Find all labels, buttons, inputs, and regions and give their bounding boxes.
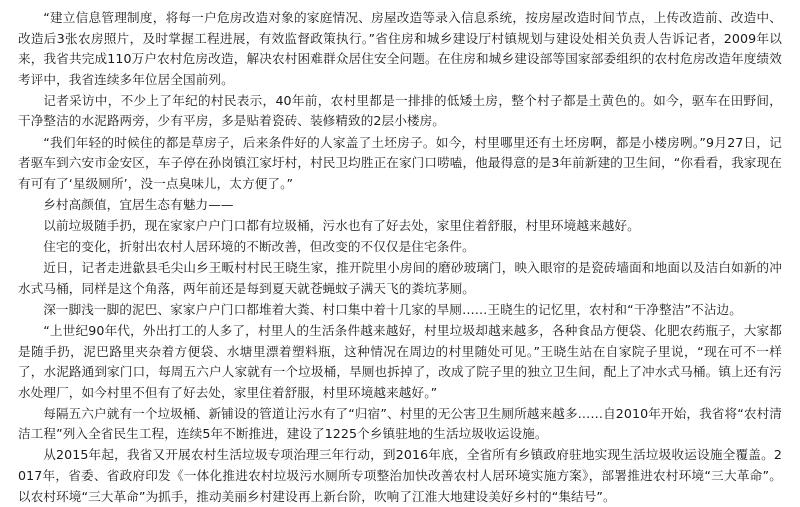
paragraph: “上世纪90年代，外出打工的人多了，村里人的生活条件越来越好，村里垃圾却越来越多，各种食品方便袋、化肥农药瓶子，大家都是随手扔，泥巴路里夹杂着方便袋、水塘里漂着塑料瓶，这种情况在周边的村里随处可见。”王晓生站在自家院子里说，“现在可不一样了，水泥路通到家门口，每周五六户人家就有一个垃圾桶，旱厕也拆掉了，改成了院子里的独立卫生间，配上了冲水式马桶。镇上还有污水处理厂，如今村里不但有了好去处，家里住着舒服，村里环境越来越好。”: [18, 322, 782, 400]
paragraph: 每隔五六户就有一个垃圾桶、新铺设的管道让污水有了“归宿”、村里的无公害卫生厕所越来越多……自2010年开始，我省将“农村清洁工程”列入全省民生工程，连续5年不断推进，建设了1225个乡镇驻地的生活垃圾收运设施。: [18, 405, 782, 442]
paragraph: 住宅的变化，折射出农村人居环境的不断改善，但改变的不仅仅是住宅条件。: [43, 239, 475, 255]
article-body: [18, 8, 782, 507]
paragraph: 记者采访中，不少上了年纪的村民表示，40年前，农村里都是一排排的低矮土房，整个村子都是土黄色的。如今，驱车在田野间，干净整洁的水泥路两旁，少有平房，多是贴着瓷砖、装修精致的2层小楼房。: [18, 92, 782, 129]
paragraph-subheading: 乡村高颜值，宜居生态有魅力——: [43, 196, 234, 212]
paragraph: “我们年轻的时候住的都是草房子，后来条件好的人家盖了土坯房子。如今，村里哪里还有土坯房啊，都是小楼房咧。”9月27日，记者驱车到六安市金安区，车子停在孙岗镇江家圩村，村民卫均胜正在家门口唠嗑，他最得意的是3年前新建的卫生间，“你看看，我家现在有可有了‘星级厕所’，没一点臭味儿，太方便了。”: [18, 134, 782, 191]
paragraph: 近日，记者走进歙县毛尖山乡王畈村村民王晓生家，推开院里小房间的磨砂玻璃门，映入眼帘的是瓷砖墙面和地面以及洁白如新的冲水式马桶，同样是这个角落，两年前还是每到夏天就苍蝇蚊子满天飞的粪坑茅厕。: [18, 260, 782, 296]
paragraph: “建立信息管理制度，将每一户危房改造对象的家庭情况、房屋改造等录入信息系统，按房屋改造时间节点，上传改造前、改造中、改造后3张农房照片，及时掌握工程进展，有效监督政策执行。”省住房和城乡建设厅村镇规划与建设处相关负责人告诉记者，2009年以来，我省共完成110万户农村危房改造，解决农村困难群众居住安全问题。在住房和城乡建设部等国家部委组织的农村危房改造年度绩效考评中，我省连续多年位居全国前列。: [18, 10, 782, 87]
paragraph: 以前垃圾随手扔，现在家家户户门口都有垃圾桶，污水也有了好去处，家里住着舒服，村里环境越来越好。: [43, 217, 640, 233]
paragraph: 深一脚浅一脚的泥巴、家家户户门口都堆着大粪、村口集中着十几家的旱厕……王晓生的记忆里，农村和“干净整洁”不沾边。: [43, 301, 742, 317]
paragraph: 从2015年起，我省又开展农村生活垃圾专项治理三年行动，到2016年底，全省所有乡镇政府驻地实现生活垃圾收运设施全覆盖。2017年，省委、省政府印发《一体化推进农村垃圾污水厕所专项整治加快改善农村人居环境实施方案》，部署推进农村环境“三大革命”。以农村环境“三大革命”为抓手，推动美丽乡村建设再上新台阶，吹响了江淮大地建设美好乡村的“集结号”。: [18, 447, 782, 504]
